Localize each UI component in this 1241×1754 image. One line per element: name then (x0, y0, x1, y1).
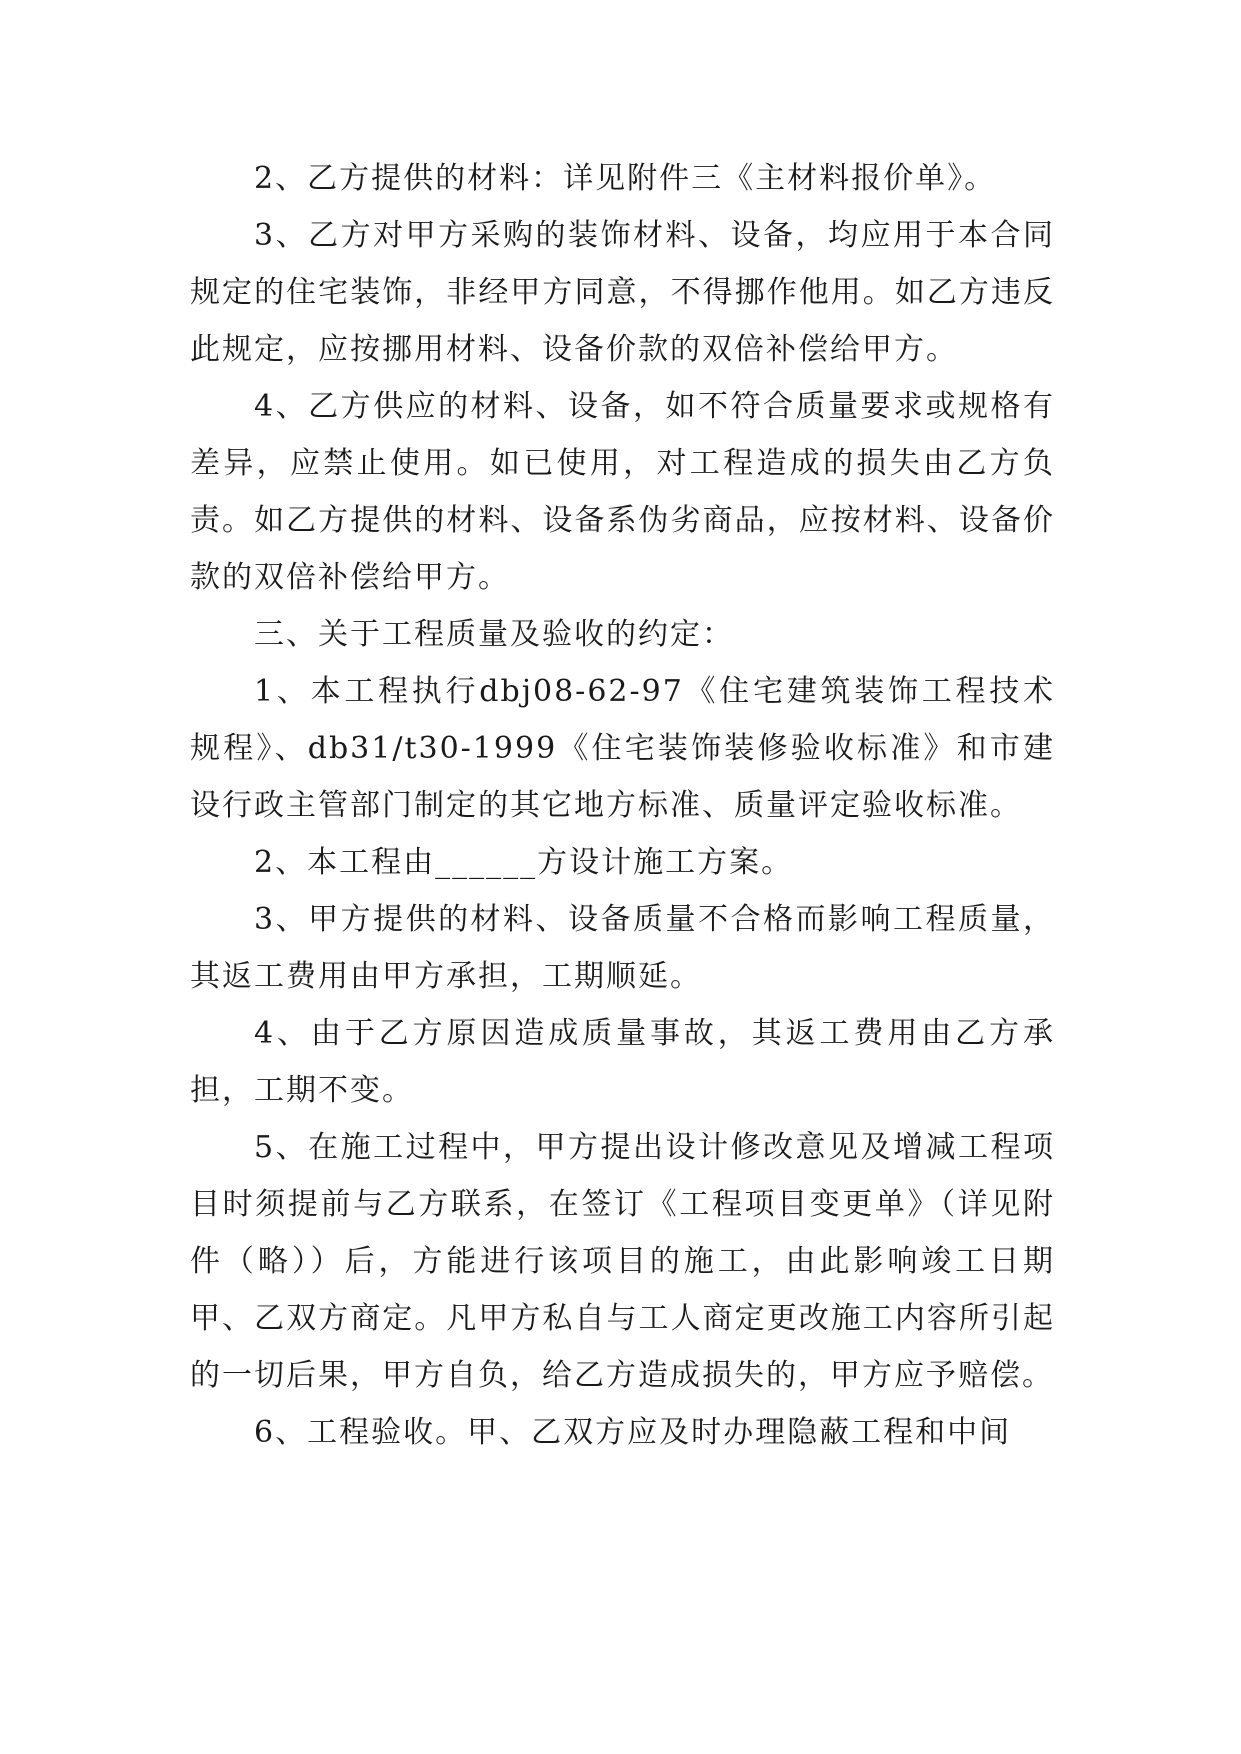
section-heading-quality-acceptance: 三、关于工程质量及验收的约定： (254, 617, 734, 652)
paragraph-acceptance: 6、工程验收。甲、乙双方应及时办理隐蔽工程和中间 (254, 1415, 1012, 1450)
paragraph-material-supply: 2、乙方提供的材料：详见附件三《主材料报价单》。 (254, 161, 997, 196)
paragraph-design-party: 2、本工程由______方设计施工方案。 (254, 845, 794, 880)
paragraph-design-change: 5、在施工过程中，甲方提出设计修改意见及增减工程项目时须提前与乙方联系，在签订《工程项目变更单》（详见附件（略））后，方能进行该项目的施工，由此影响竣工日期甲、乙双方商定。凡甲方私自与工人商定更改施工内容所引起的一切后果，甲方自负，给乙方造成损失的，甲方应予赔偿。 (190, 1130, 1055, 1393)
paragraph-material-usage: 3、乙方对甲方采购的装饰材料、设备，均应用于本合同规定的住宅装饰，非经甲方同意，不得挪作他用。如乙方违反此规定，应按挪用材料、设备价款的双倍补偿给甲方。 (190, 218, 1055, 367)
document-body (190, 150, 1055, 1461)
paragraph-standards: 1、本工程执行dbj08-62-97《住宅建筑装饰工程技术规程》、db31/t30-1999《住宅装饰装修验收标准》和市建设行政主管部门制定的其它地方标准、质量评定验收标准。 (190, 674, 1055, 823)
paragraph-quality-accident: 4、由于乙方原因造成质量事故，其返工费用由乙方承担，工期不变。 (190, 1016, 1055, 1108)
paragraph-material-quality: 4、乙方供应的材料、设备，如不符合质量要求或规格有差异，应禁止使用。如已使用，对工程造成的损失由乙方负责。如乙方提供的材料、设备系伪劣商品，应按材料、设备价款的双倍补偿给甲方。 (190, 389, 1055, 595)
paragraph-party-a-materials: 3、甲方提供的材料、设备质量不合格而影响工程质量，其返工费用由甲方承担，工期顺延。 (190, 902, 1055, 994)
